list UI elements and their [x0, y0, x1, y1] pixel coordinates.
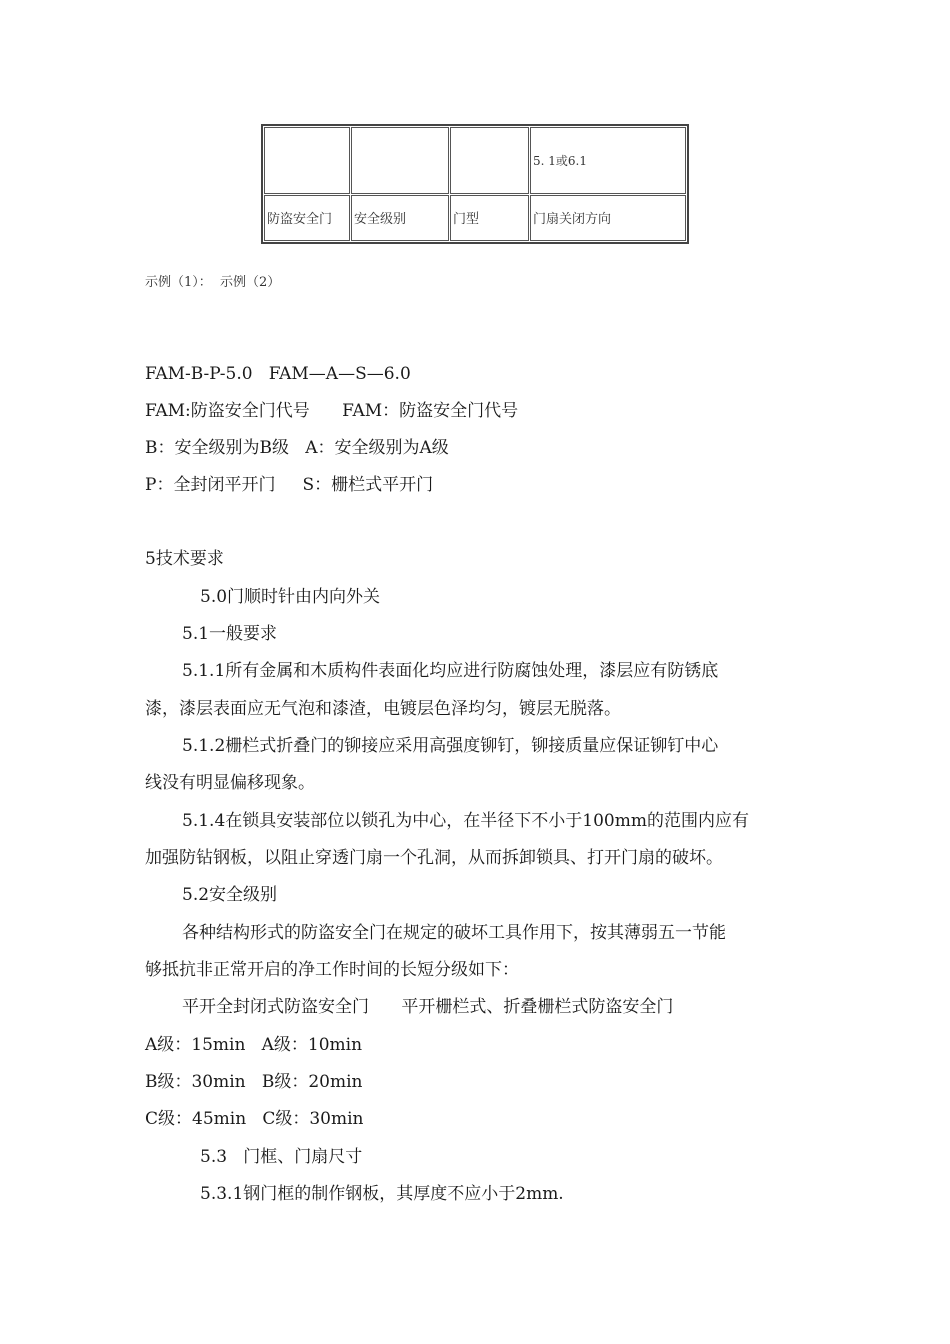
section-heading: 5.2安全级别	[182, 885, 278, 905]
grade-row: B级：30min B级：20min	[145, 1072, 363, 1092]
section-heading: 5技术要求	[145, 549, 224, 569]
code-definition-line: P：全封闭平开门 S：栅栏式平开门	[145, 475, 434, 495]
table-cell	[264, 127, 350, 194]
paragraph-line: 够抵抗非正常开启的净工作时间的长短分级如下：	[145, 960, 519, 980]
paragraph-line: 5.1.2栅栏式折叠门的铆接应采用高强度铆钉，铆接质量应保证铆钉中心	[182, 736, 719, 756]
paragraph-line: 5.3.1钢门框的制作钢板，其厚度不应小于2mm.	[200, 1184, 564, 1204]
code-example-line: FAM-B-P-5.0 FAM—A—S—6.0	[145, 364, 411, 384]
table-cell: 门扇关闭方向	[530, 195, 686, 241]
code-definition-line: B：安全级别为B级 A：安全级别为A级	[145, 438, 449, 458]
table-cell	[450, 127, 529, 194]
table-cell: 门型	[450, 195, 529, 241]
paragraph-line: 线没有明显偏移现象。	[145, 773, 315, 793]
paragraph-line: 各种结构形式的防盗安全门在规定的破坏工具作用下，按其薄弱五一节能	[182, 923, 726, 943]
table-cell: 5. 1或6.1	[530, 127, 686, 194]
example-caption: 示例（1）： 示例（2）	[145, 275, 281, 290]
table-cell: 安全级别	[351, 195, 449, 241]
table-cell	[351, 127, 449, 194]
paragraph-line: 5.1.1所有金属和木质构件表面化均应进行防腐蚀处理，漆层应有防锈底	[182, 661, 719, 681]
table-cell: 防盗安全门	[264, 195, 350, 241]
section-heading: 5.3 门框、门扇尺寸	[200, 1147, 363, 1167]
paragraph-line: 5.1.4在锁具安装部位以锁孔为中心，在半径下不小于100mm的范围内应有	[182, 811, 749, 831]
paragraph-line: 加强防钻钢板，以阻止穿透门扇一个孔洞，从而拆卸锁具、打开门扇的破坏。	[145, 848, 723, 868]
grade-row: C级：45min C级：30min	[145, 1109, 364, 1129]
section-heading: 5.0门顺时针由内向外关	[200, 587, 381, 607]
code-definition-line: FAM:防盗安全门代号 FAM：防盗安全门代号	[145, 401, 519, 421]
section-heading: 5.1一般要求	[182, 624, 278, 644]
table-row	[264, 195, 686, 241]
table-row	[264, 127, 686, 194]
paragraph-line: 漆，漆层表面应无气泡和漆渣，电镀层色泽均匀，镀层无脱落。	[145, 699, 621, 719]
grade-row: A级：15min A级：10min	[145, 1035, 363, 1055]
grade-column-headers: 平开全封闭式防盗安全门 平开栅栏式、折叠栅栏式防盗安全门	[182, 997, 674, 1017]
door-code-table	[261, 124, 689, 244]
